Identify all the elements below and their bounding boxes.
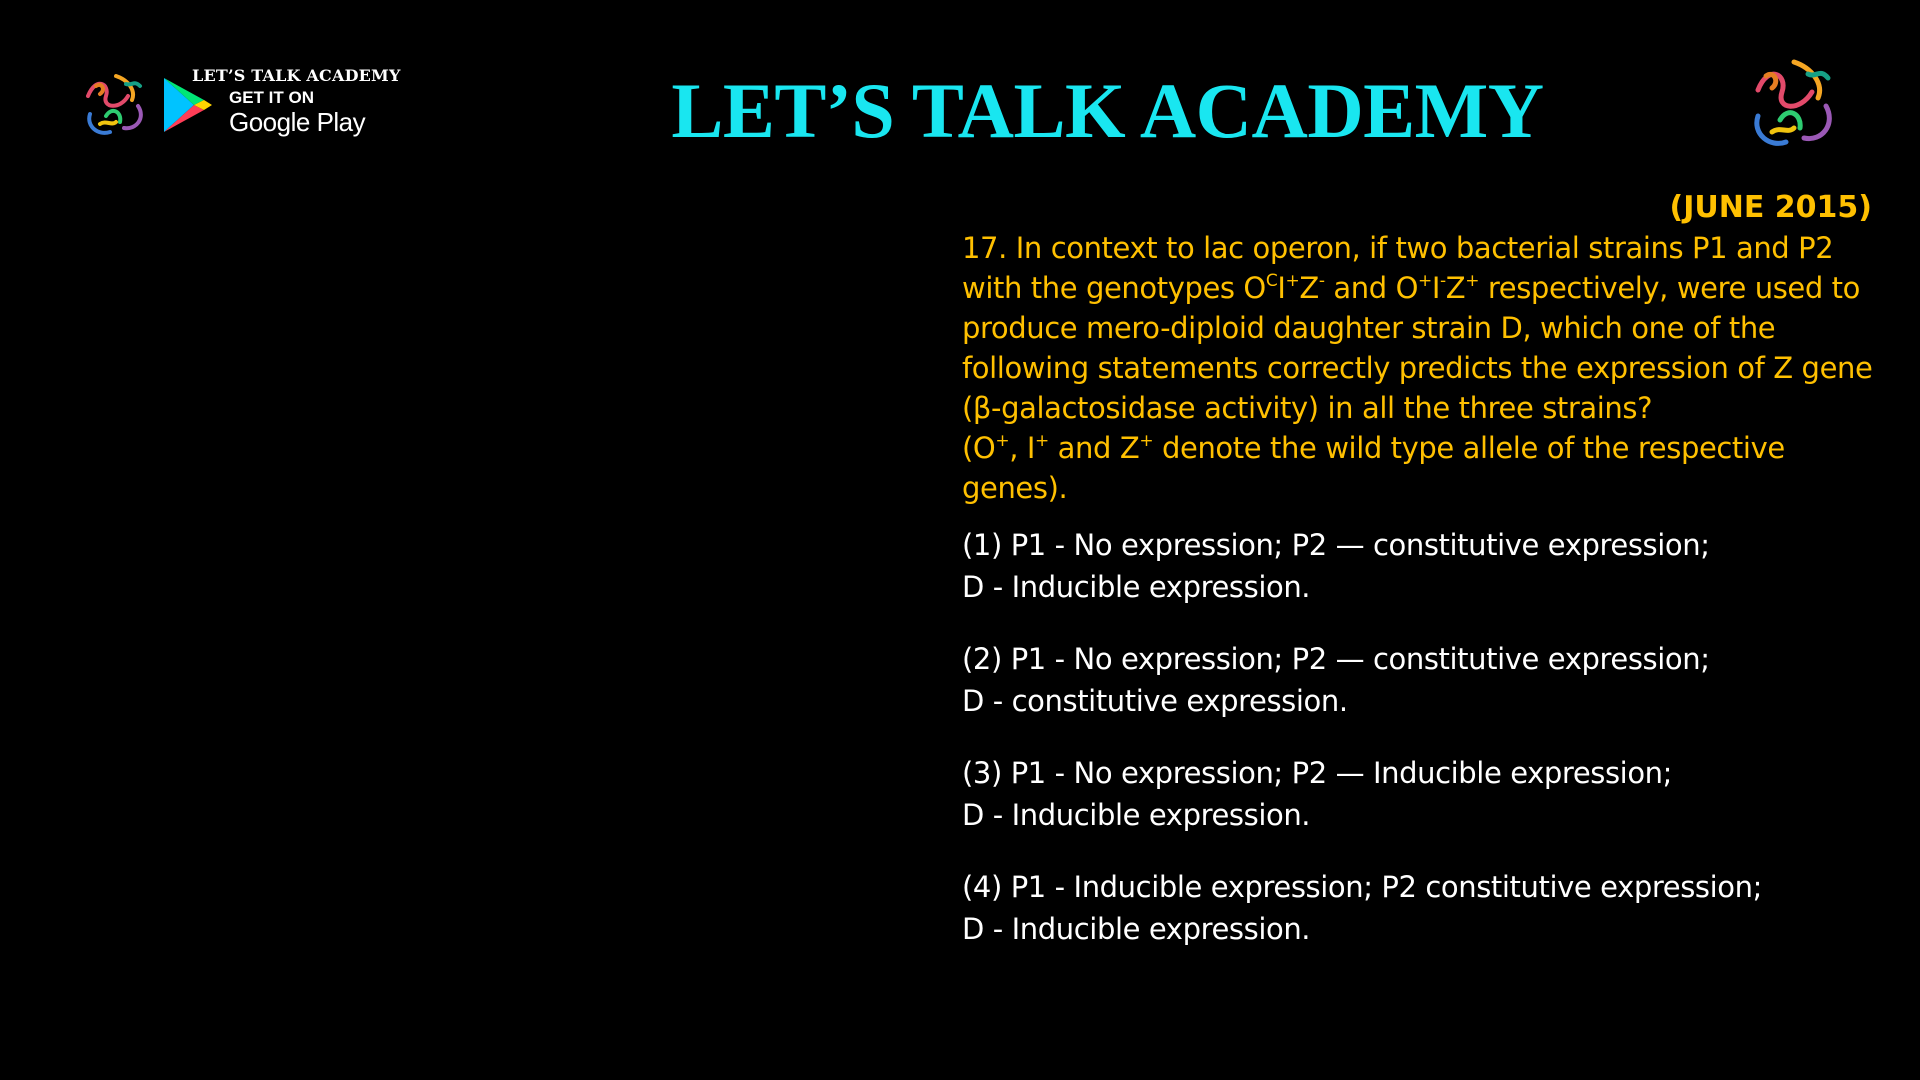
option-4-line-2: D - Inducible expression. xyxy=(962,912,1311,946)
option-3-line-1: (3) P1 - No expression; P2 — Inducible expression; xyxy=(962,756,1673,790)
brand-small-label: LET’S TALK ACADEMY xyxy=(192,66,401,85)
question-block xyxy=(962,228,1882,950)
answer-option-4[interactable] xyxy=(962,866,1882,950)
option-4-line-1: (4) P1 - Inducible expression; P2 constitutive expression; xyxy=(962,870,1762,904)
option-2-line-2: D - constitutive expression. xyxy=(962,684,1348,718)
google-play-label[interactable]: Google Play xyxy=(229,107,366,137)
answer-option-1[interactable] xyxy=(962,524,1882,608)
option-1-line-1: (1) P1 - No expression; P2 — constitutive expression; xyxy=(962,528,1710,562)
question-text: 17. In context to lac operon, if two bacterial strains P1 and P2 with the genotypes $O^CI^+Z^-$ and O+I-Z+ respectively, were used to produce mero-diploid daughter strain D, which one of the following statements correctly predicts the expression of Z gene (β-galactosidase activity) in all the three strains? (O+, I+ and Z+ denote the wild type allele of the respective genes). xyxy=(962,231,1873,505)
get-it-on-label[interactable]: GET IT ON xyxy=(229,88,314,107)
page-title: LET’S TALK ACADEMY xyxy=(671,67,1544,154)
answer-option-3[interactable] xyxy=(962,752,1882,836)
option-1-line-2: D - Inducible expression. xyxy=(962,570,1311,604)
protein-logo-right-icon xyxy=(1738,50,1850,162)
answer-option-2[interactable] xyxy=(962,638,1882,722)
option-2-line-1: (2) P1 - No expression; P2 — constitutive expression; xyxy=(962,642,1710,676)
exam-year-tag: (JUNE 2015) xyxy=(1669,190,1872,225)
option-3-line-2: D - Inducible expression. xyxy=(962,798,1311,832)
